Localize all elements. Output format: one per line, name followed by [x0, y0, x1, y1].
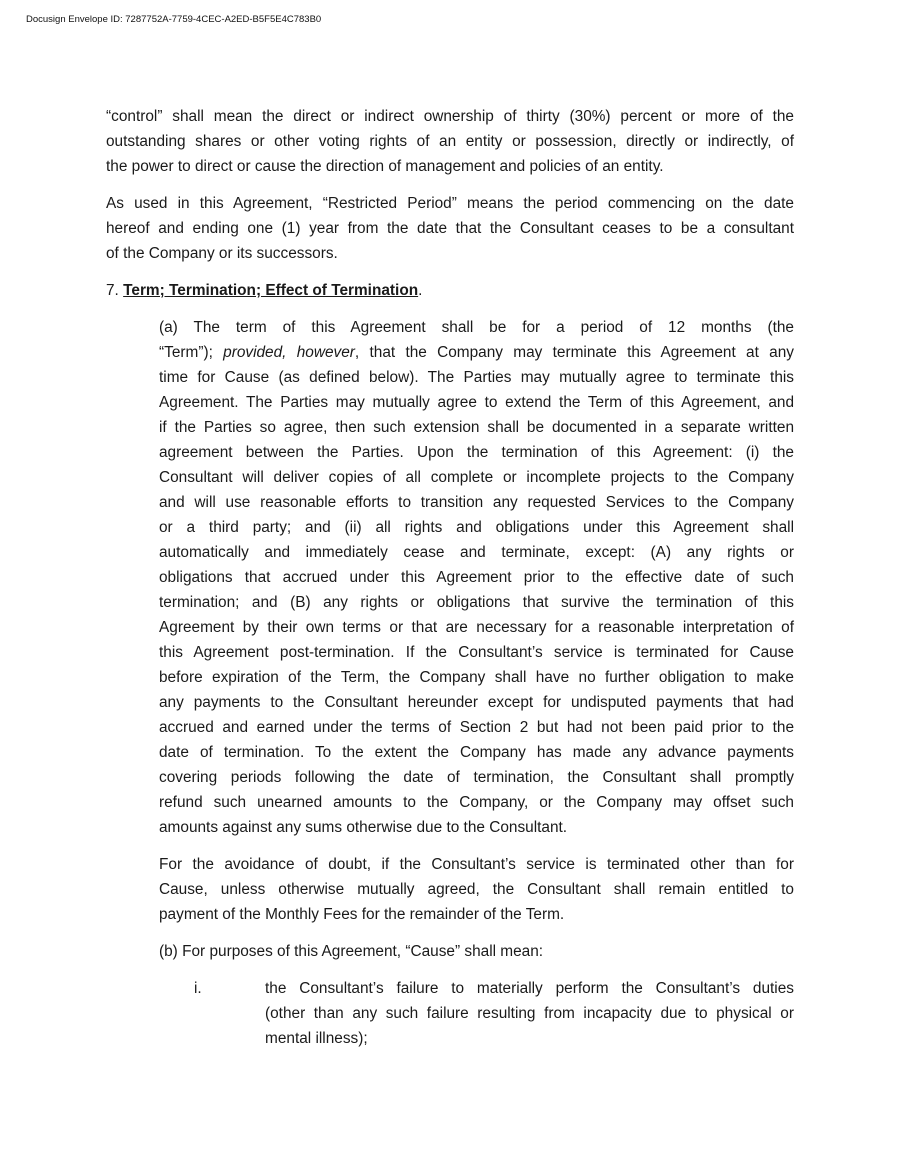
- list-marker: i.: [194, 980, 202, 997]
- text-line: automatically and immediately cease and terminate, except: (A) any rights or: [159, 544, 794, 561]
- text-line: amounts against any sums otherwise due to the Consultant.: [159, 819, 568, 836]
- text-line: hereof and ending one (1) year from the date that the Consultant ceases to be a consultant: [106, 220, 794, 237]
- text-line: termination; and (B) any rights or obligations that survive the termination of this: [159, 594, 794, 611]
- text-line: (b) For purposes of this Agreement, “Cause” shall mean:: [159, 943, 544, 960]
- text-line: As used in this Agreement, “Restricted Period” means the period commencing on the date: [106, 195, 794, 212]
- clause-a-paragraph: [159, 315, 794, 840]
- avoidance-of-doubt-paragraph: [159, 852, 794, 927]
- cause-item-text: [265, 976, 794, 1051]
- text-line: agreement between the Parties. Upon the termination of this Agreement: (i) the: [159, 444, 794, 461]
- section-title: Term; Termination; Effect of Termination: [123, 282, 419, 299]
- text-line: date of termination. To the extent the Company has made any advance payments: [159, 744, 794, 761]
- document-page: [106, 104, 794, 1051]
- text-line: payment of the Monthly Fees for the remainder of the Term.: [159, 906, 565, 923]
- text-line: Consultant will deliver copies of all complete or incomplete projects to the Company: [159, 469, 794, 486]
- term-definition: “Term”);: [159, 344, 224, 361]
- clause-b-paragraph: [159, 939, 794, 964]
- control-definition-paragraph: [106, 104, 794, 179]
- section-7-heading: [106, 278, 794, 303]
- text-line: time for Cause (as defined below). The Parties may mutually agree to terminate this: [159, 369, 794, 386]
- text-line: “control” shall mean the direct or indirect ownership of thirty (30%) percent or more of the: [106, 108, 794, 125]
- text-line: accrued and earned under the terms of Section 2 but had not been paid prior to the: [159, 719, 794, 736]
- text-line: before expiration of the Term, the Company shall have no further obligation to make: [159, 669, 794, 686]
- docusign-envelope-id: Docusign Envelope ID: 7287752A-7759-4CEC-A2ED-B5F5E4C783B0: [26, 14, 322, 25]
- text-line: any payments to the Consultant hereunder except for undisputed payments that had: [159, 694, 794, 711]
- text-line: or a third party; and (ii) all rights and obligations under this Agreement shall: [159, 519, 794, 536]
- text-line: obligations that accrued under this Agreement prior to the effective date of such: [159, 569, 794, 586]
- text-line: (other than any such failure resulting from incapacity due to physical or: [265, 1005, 794, 1022]
- provided-however-italic: provided, however: [223, 344, 355, 361]
- text-line: the Consultant’s failure to materially perform the Consultant’s duties: [265, 980, 794, 997]
- text-line: of the Company or its successors.: [106, 245, 338, 262]
- restricted-period-paragraph: [106, 191, 794, 266]
- cause-list-item: [194, 976, 794, 1051]
- section-number: 7.: [106, 282, 124, 299]
- text-line: covering periods following the date of termination, the Consultant shall promptly: [159, 769, 794, 786]
- text-line: Agreement. The Parties may mutually agree to extend the Term of this Agreement, and: [159, 394, 794, 411]
- text-line: For the avoidance of doubt, if the Consultant’s service is terminated other than for: [159, 856, 794, 873]
- text-line: if the Parties so agree, then such extension shall be documented in a separate written: [159, 419, 794, 436]
- text-segment: , that the Company may terminate this Agreement at any: [354, 344, 794, 361]
- text-line: Agreement by their own terms or that are necessary for a reasonable interpretation of: [159, 619, 794, 636]
- text-line: and will use reasonable efforts to transition any requested Services to the Company: [159, 494, 794, 511]
- text-line: this Agreement post-termination. If the Consultant’s service is terminated for Cause: [159, 644, 794, 661]
- text-line: [159, 340, 794, 365]
- text-line: mental illness);: [265, 1030, 368, 1047]
- text-line: refund such unearned amounts to the Company, or the Company may offset such: [159, 794, 794, 811]
- text-line: the power to direct or cause the direction of management and policies of an entity.: [106, 158, 664, 175]
- section-title-period: .: [418, 282, 423, 299]
- text-line: outstanding shares or other voting rights of an entity or possession, directly or indirectly, of: [106, 133, 794, 150]
- text-line: Cause, unless otherwise mutually agreed, the Consultant shall remain entitled to: [159, 881, 794, 898]
- text-line: (a) The term of this Agreement shall be for a period of 12 months (the: [159, 319, 794, 336]
